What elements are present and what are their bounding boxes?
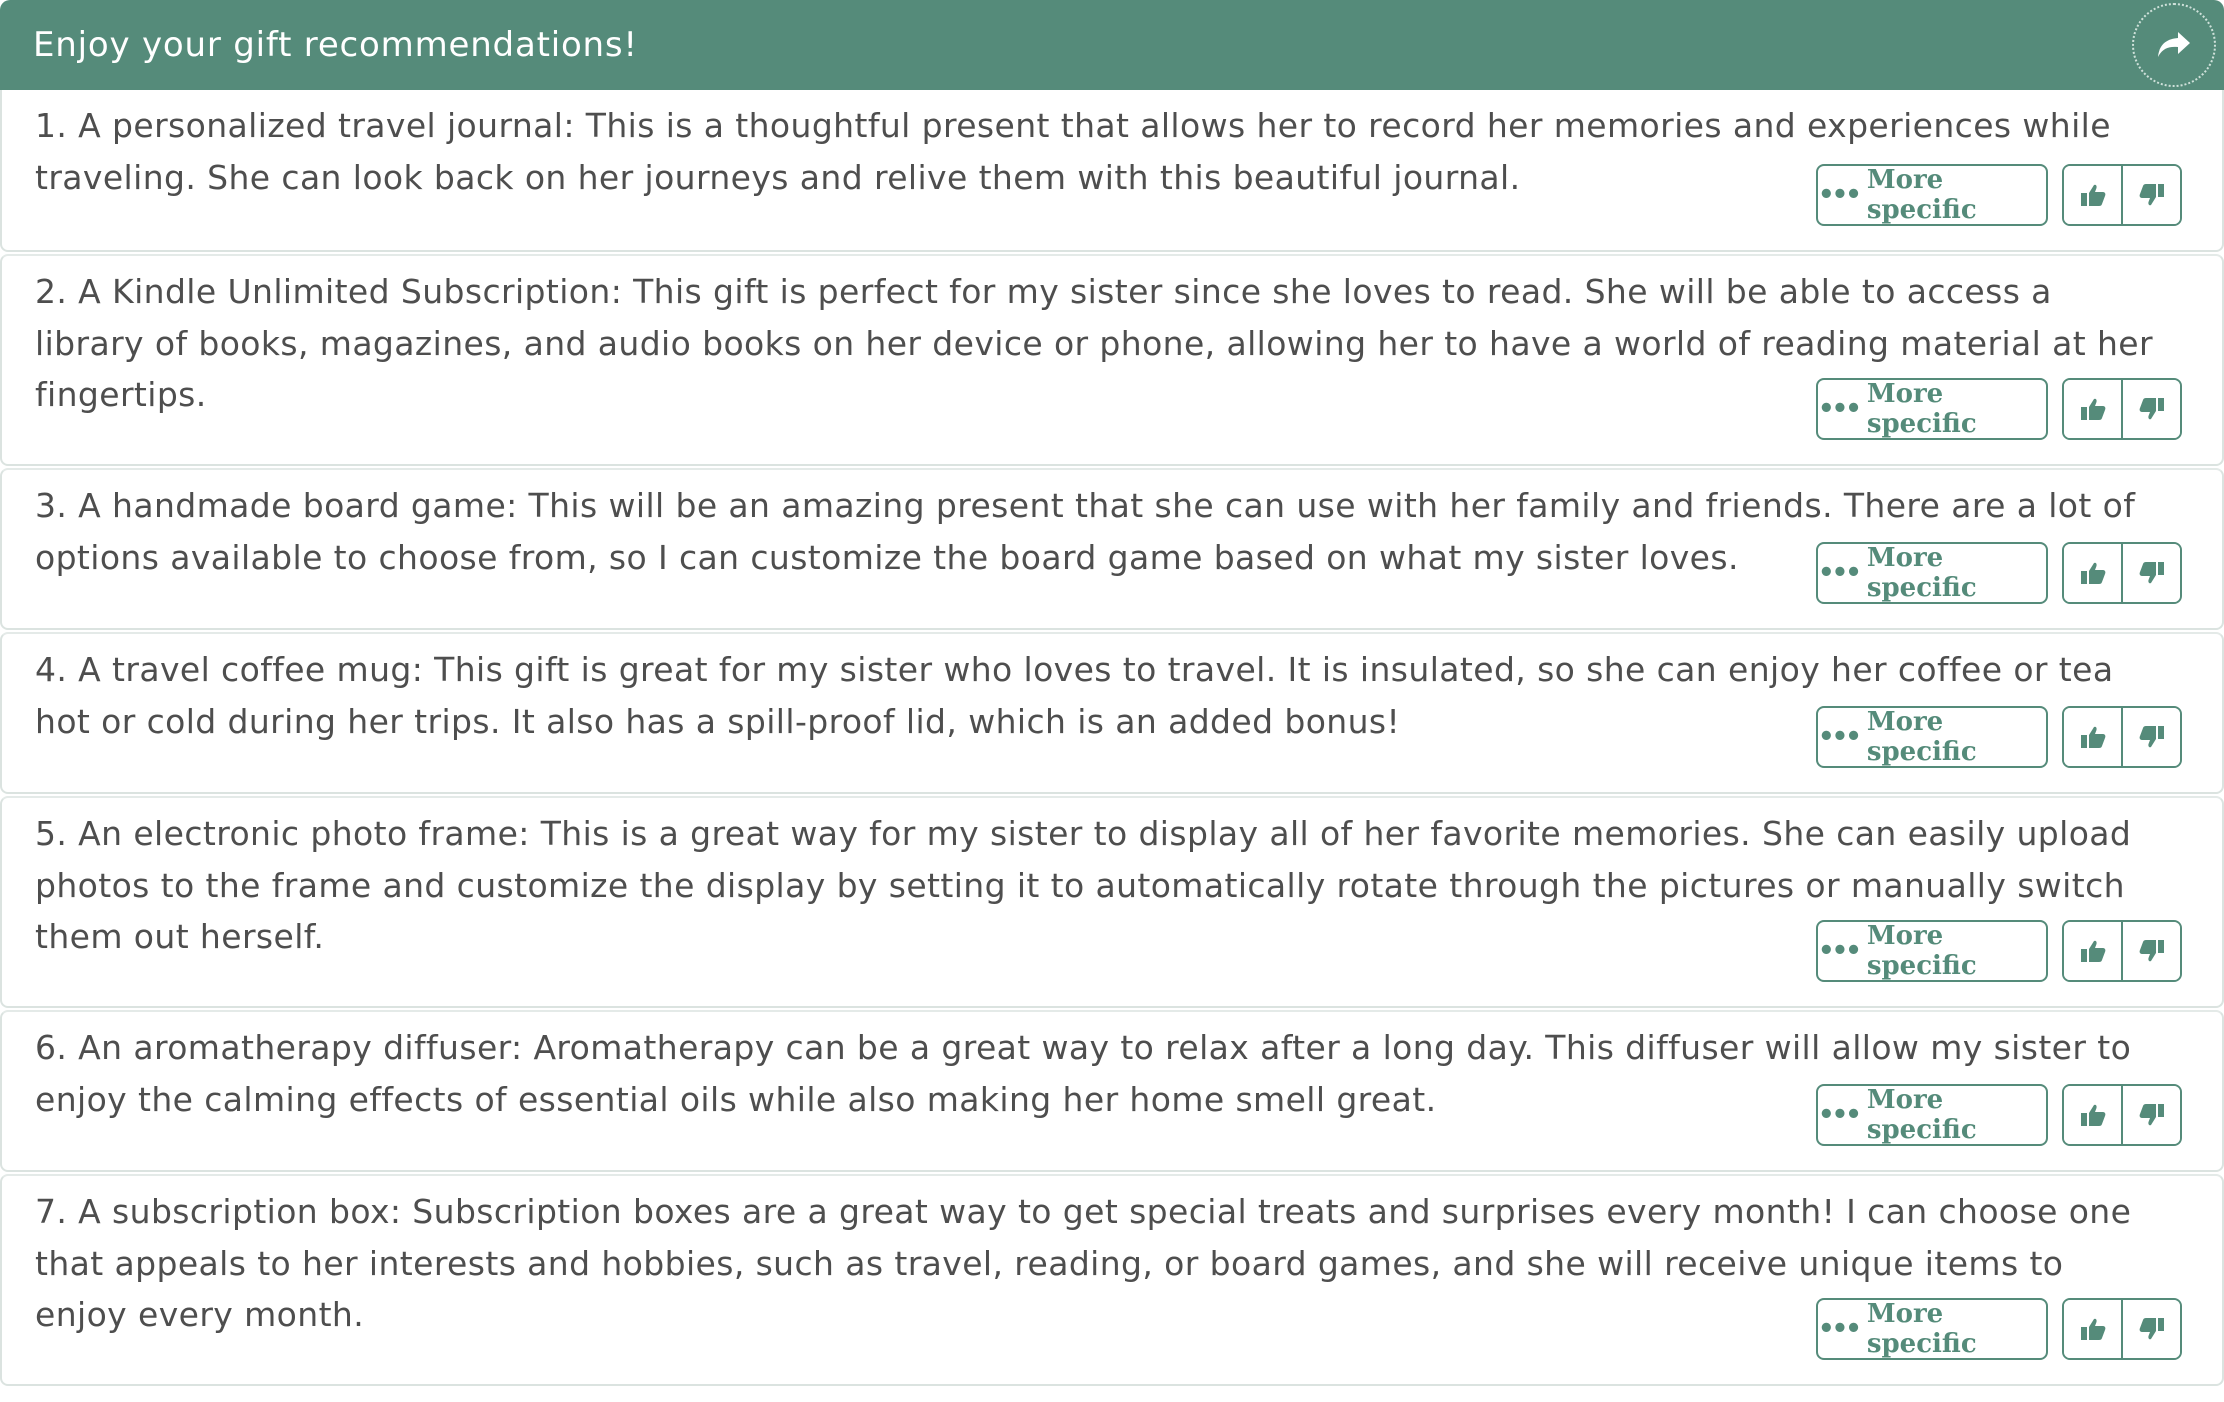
more-specific-button[interactable] [1816, 378, 2048, 440]
recommendation-card [0, 90, 2224, 252]
ellipsis-icon: ••• [1818, 722, 1859, 752]
card-actions [1816, 378, 2182, 440]
thumbs-down-button[interactable] [2121, 380, 2180, 438]
thumbs-up-icon [2080, 725, 2106, 749]
more-specific-label: More specific [1866, 1085, 1977, 1145]
thumbs-down-icon [2139, 725, 2165, 749]
more-specific-label: More specific [1866, 707, 1977, 767]
thumbs-down-icon [2139, 1317, 2165, 1341]
vote-group [2062, 706, 2182, 768]
header-bar [0, 0, 2224, 90]
share-arrow-icon [2156, 30, 2192, 60]
more-specific-button[interactable] [1816, 542, 2048, 604]
thumbs-down-icon [2139, 939, 2165, 963]
thumbs-up-button[interactable] [2064, 1300, 2121, 1358]
recommendation-text: 6. An aromatherapy diffuser: Aromatherapy can be a great way to relax after a long day. This diffuser will allow my sister to enjoy the calming effects of essential oils while also making her home smell great. [35, 1028, 2132, 1119]
recommendation-card [0, 1010, 2224, 1172]
recommendation-text: 7. A subscription box: Subscription boxes are a great way to get special treats and surprises every month! I can choose one that appeals to her interests and hobbies, such as travel, reading, or board games, and she will receive unique items to enjoy every month. [35, 1192, 2132, 1334]
more-specific-button[interactable] [1816, 1084, 2048, 1146]
ellipsis-icon: ••• [1818, 558, 1859, 588]
recommendation-card [0, 632, 2224, 794]
thumbs-down-button[interactable] [2121, 1086, 2180, 1144]
vote-group [2062, 542, 2182, 604]
more-specific-label: More specific [1866, 921, 1977, 981]
ellipsis-icon: ••• [1818, 1100, 1859, 1130]
recommendation-card [0, 796, 2224, 1008]
card-actions [1816, 1084, 2182, 1146]
recommendation-text: 2. A Kindle Unlimited Subscription: This gift is perfect for my sister since she loves to read. She will be able to access a library of books, magazines, and audio books on her device or phone, allowing her to have a world of reading material at her fingertips. [35, 272, 2153, 414]
more-specific-label: More specific [1866, 165, 1977, 225]
thumbs-up-icon [2080, 561, 2106, 585]
more-specific-button[interactable] [1816, 920, 2048, 982]
thumbs-down-button[interactable] [2121, 544, 2180, 602]
card-actions [1816, 1298, 2182, 1360]
more-specific-label: More specific [1866, 379, 1977, 439]
card-actions [1816, 706, 2182, 768]
thumbs-down-icon [2139, 397, 2165, 421]
more-specific-label: More specific [1866, 543, 1977, 603]
thumbs-up-icon [2080, 939, 2106, 963]
thumbs-down-icon [2139, 183, 2165, 207]
vote-group [2062, 1084, 2182, 1146]
thumbs-down-icon [2139, 561, 2165, 585]
ellipsis-icon: ••• [1818, 394, 1859, 424]
recommendation-card [0, 468, 2224, 630]
recommendation-card [0, 1174, 2224, 1386]
page-title: Enjoy your gift recommendations! [33, 25, 638, 65]
thumbs-up-icon [2080, 1103, 2106, 1127]
thumbs-up-button[interactable] [2064, 166, 2121, 224]
thumbs-up-button[interactable] [2064, 708, 2121, 766]
thumbs-up-button[interactable] [2064, 380, 2121, 438]
thumbs-down-button[interactable] [2121, 708, 2180, 766]
card-actions [1816, 542, 2182, 604]
thumbs-down-icon [2139, 1103, 2165, 1127]
thumbs-up-icon [2080, 183, 2106, 207]
vote-group [2062, 378, 2182, 440]
thumbs-down-button[interactable] [2121, 1300, 2180, 1358]
card-actions [1816, 164, 2182, 226]
recommendation-text: 4. A travel coffee mug: This gift is great for my sister who loves to travel. It is insulated, so she can enjoy her coffee or tea hot or cold during her trips. It also has a spill-proof lid, which is an added bonus! [35, 650, 2114, 741]
thumbs-down-button[interactable] [2121, 922, 2180, 980]
thumbs-up-button[interactable] [2064, 544, 2121, 602]
more-specific-label: More specific [1866, 1299, 1977, 1359]
recommendation-text: 1. A personalized travel journal: This is a thoughtful present that allows her to record her memories and experiences while traveling. She can look back on her journeys and relive them with this beautiful journal. [35, 106, 2111, 197]
thumbs-up-icon [2080, 397, 2106, 421]
thumbs-up-icon [2080, 1317, 2106, 1341]
recommendation-list [0, 90, 2224, 1386]
recommendation-card [0, 254, 2224, 466]
recommendation-text: 3. A handmade board game: This will be an amazing present that she can use with her family and friends. There are a lot of options available to choose from, so I can customize the board game based on what my sister loves. [35, 486, 2136, 577]
more-specific-button[interactable] [1816, 164, 2048, 226]
recommendation-text: 5. An electronic photo frame: This is a great way for my sister to display all of her favorite memories. She can easily upload photos to the frame and customize the display by setting it to automatically rotate through the pictures or manually switch them out herself. [35, 814, 2132, 956]
vote-group [2062, 920, 2182, 982]
more-specific-button[interactable] [1816, 706, 2048, 768]
share-button[interactable] [2132, 3, 2216, 87]
ellipsis-icon: ••• [1818, 936, 1859, 966]
more-specific-button[interactable] [1816, 1298, 2048, 1360]
vote-group [2062, 1298, 2182, 1360]
vote-group [2062, 164, 2182, 226]
ellipsis-icon: ••• [1818, 1314, 1859, 1344]
card-actions [1816, 920, 2182, 982]
ellipsis-icon: ••• [1818, 180, 1859, 210]
thumbs-down-button[interactable] [2121, 166, 2180, 224]
thumbs-up-button[interactable] [2064, 922, 2121, 980]
thumbs-up-button[interactable] [2064, 1086, 2121, 1144]
